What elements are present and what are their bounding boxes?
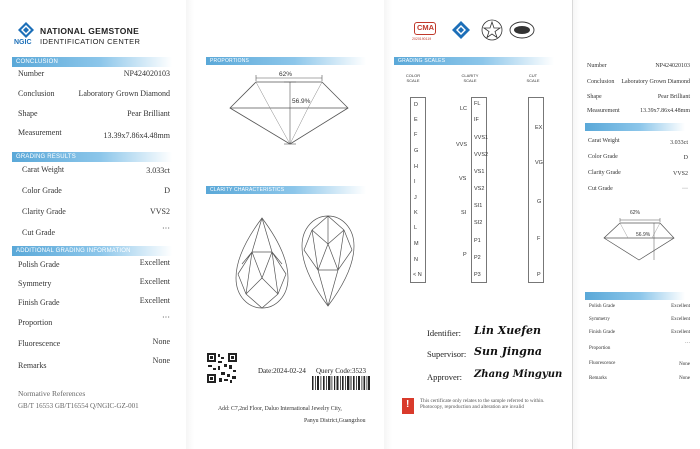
color-grade: L (414, 225, 418, 231)
query-code: Query Code:3523 (316, 367, 366, 375)
row-label: Carat Weight (22, 165, 65, 174)
org-name-line2: IDENTIFICATION CENTER (40, 37, 141, 46)
row-label: Carat Weight (588, 138, 620, 144)
row-label: Measurement (587, 108, 620, 114)
ngic-logo-icon (18, 22, 34, 38)
star-seal-icon (481, 19, 503, 41)
signatory-name: Sun Jingna (474, 345, 542, 358)
color-grade: F (414, 132, 418, 138)
summary-table-percent: 62% (630, 210, 641, 216)
address-line2: Panyu District,Guangzhou (304, 418, 366, 424)
row-value: Excellent (139, 258, 170, 267)
row-value: NP424020103 (123, 69, 170, 78)
color-grade: M (414, 241, 419, 247)
validity-notice: This certificate only relates to the sample referred to within. Photocopy, reproduction and alteration are invalid (420, 398, 545, 411)
row-label: Shape (18, 109, 38, 118)
row-value: 3.033ct (670, 140, 688, 146)
proportions-diagram (220, 68, 360, 148)
barcode-icon (312, 376, 370, 390)
cut-grade: P (537, 272, 541, 278)
row-value: Laboratory Grown Diamond (621, 79, 690, 85)
color-scale-title: COLOR SCALE (405, 73, 421, 83)
row-label: Polish Grade (18, 260, 60, 269)
row-value: Excellent (139, 277, 170, 286)
row-label: Cut Grade (22, 228, 56, 237)
color-grade: G (414, 148, 419, 154)
row-value: ··· (682, 186, 688, 192)
summary-header-strip (585, 123, 685, 131)
qr-code-icon (206, 352, 238, 384)
row-label: Fluorescence (589, 361, 616, 366)
row-label: Symmetry (589, 317, 610, 322)
clarity-group: SI (461, 210, 467, 216)
summary-additional-strip (585, 292, 685, 300)
row-value: D (164, 186, 170, 195)
cut-grade: EX (535, 125, 543, 131)
clarity-grade: P1 (474, 238, 481, 244)
fold-shadow (186, 0, 194, 449)
row-label: Proportion (589, 346, 611, 351)
clarity-group: P (463, 252, 467, 258)
org-abbr: NGIC (14, 39, 32, 46)
signatory-role: Supervisor: (427, 349, 467, 359)
row-value: Laboratory Grown Diamond (78, 89, 170, 98)
clarity-grade: IF (474, 117, 479, 123)
references-title: Normative References (18, 389, 86, 398)
row-value: Excellent (671, 304, 690, 309)
table-percent: 62% (279, 71, 293, 78)
depth-percent: 56.9% (292, 98, 311, 105)
grading-header: GRADING RESULTS (12, 152, 172, 162)
row-value: VVS2 (672, 171, 688, 177)
clarity-char-header: CLARITY CHARACTERISTICS (206, 186, 366, 194)
cut-grade: G (537, 199, 542, 205)
conclusion-header: CONCLUSION (12, 57, 172, 67)
color-scale-bar (410, 97, 426, 283)
row-value: ··· (162, 224, 170, 233)
clarity-group: VVS (456, 142, 468, 148)
report-date: Date:2024-02-24 (258, 367, 306, 375)
row-label: Fluorescence (18, 339, 61, 348)
row-label: Number (18, 69, 45, 78)
row-value: 3.033ct (146, 166, 170, 175)
row-value: VVS2 (149, 207, 170, 216)
accreditation-diamond-icon (451, 20, 471, 40)
row-value: ··· (685, 341, 690, 346)
clarity-grade: VVS1 (474, 135, 489, 141)
warning-icon: ! (402, 398, 414, 414)
clarity-plot-diagram (230, 212, 360, 312)
color-grade: J (414, 195, 417, 201)
additional-header: ADDITIONAL GRADING INFORMATION (12, 246, 172, 256)
clarity-grade: FL (474, 101, 481, 107)
fold-shadow (384, 0, 392, 449)
row-label: Remarks (589, 376, 607, 381)
clarity-group: LC (460, 106, 468, 112)
color-grade: H (414, 164, 418, 170)
signatory-role: Approver: (427, 372, 462, 382)
panel-divider (572, 0, 573, 449)
row-value: Excellent (671, 317, 690, 322)
row-value: Excellent (139, 296, 170, 305)
color-grade: E (414, 117, 418, 123)
row-value: None (679, 376, 690, 381)
row-value: Excellent (671, 330, 690, 335)
clarity-grade: SI1 (474, 203, 483, 209)
row-label: Shape (587, 94, 602, 100)
address-line1: Add: C7,2nd Floor, Daluo International Jewelry City, (218, 406, 342, 412)
clarity-scale-title: CLARITY SCALE (461, 73, 479, 83)
row-label: Cut Grade (588, 186, 613, 192)
color-grade: I (414, 179, 416, 185)
clarity-grade: VS1 (474, 169, 485, 175)
cut-grade: VG (535, 160, 543, 166)
row-label: Color Grade (588, 154, 618, 160)
color-grade: K (414, 210, 418, 216)
row-value: None (679, 362, 690, 367)
clarity-grade: P3 (474, 272, 481, 278)
row-value: ··· (162, 313, 170, 322)
row-label: Symmetry (18, 279, 52, 288)
row-label: Conclusion (18, 89, 55, 98)
color-grade: D (414, 102, 418, 108)
oval-seal-icon (509, 21, 535, 39)
row-label: Conclusion (587, 79, 615, 85)
cma-number: 2020190119 (412, 37, 432, 41)
row-label: Finish Grade (589, 330, 615, 335)
row-label: Clarity Grade (588, 170, 621, 176)
row-label: Measurement (18, 128, 62, 137)
row-value: 13.39x7.86x4.48mm (640, 108, 690, 114)
row-label: Proportion (18, 318, 53, 327)
color-grade: < N (413, 272, 422, 278)
row-label: Color Grade (22, 186, 62, 195)
row-value: 13.39x7.86x4.48mm (103, 131, 170, 140)
row-label: Finish Grade (18, 298, 60, 307)
row-label: Clarity Grade (22, 207, 66, 216)
signatory-role: Identifier: (427, 328, 461, 338)
color-grade: N (414, 257, 418, 263)
signatory-name: Lin Xuefen (474, 324, 541, 337)
row-label: Remarks (18, 361, 47, 370)
row-value: None (152, 356, 170, 365)
references-codes: GB/T 16553 GB/T16554 Q/NGIC-GZ-001 (18, 402, 139, 410)
clarity-grade: VVS2 (474, 152, 489, 158)
clarity-grade: VS2 (474, 186, 485, 192)
clarity-group: VS (459, 176, 467, 182)
cut-scale-title: CUT SCALE (526, 73, 540, 83)
row-value: Pear Brilliant (127, 109, 170, 118)
summary-depth-percent: 56.9% (636, 232, 651, 238)
signatory-name: Zhang Mingyun (474, 369, 563, 380)
row-label: Number (587, 63, 607, 69)
org-name-line1: NATIONAL GEMSTONE (40, 26, 140, 36)
row-value: Pear Brilliant (657, 94, 690, 100)
grading-scales-header: GRADING SCALES (394, 57, 554, 65)
cma-label: CMA (417, 23, 435, 32)
row-value: NP424020103 (655, 63, 690, 69)
clarity-grade: SI2 (474, 220, 483, 226)
row-label: Polish Grade (589, 304, 615, 309)
summary-proportions-diagram (598, 214, 680, 264)
row-value: None (152, 337, 170, 346)
fold-shadow (572, 0, 580, 449)
proportions-header: PROPORTIONS (206, 57, 366, 65)
clarity-grade: P2 (474, 255, 481, 261)
cut-grade: F (537, 236, 541, 242)
row-value: D (683, 155, 688, 161)
